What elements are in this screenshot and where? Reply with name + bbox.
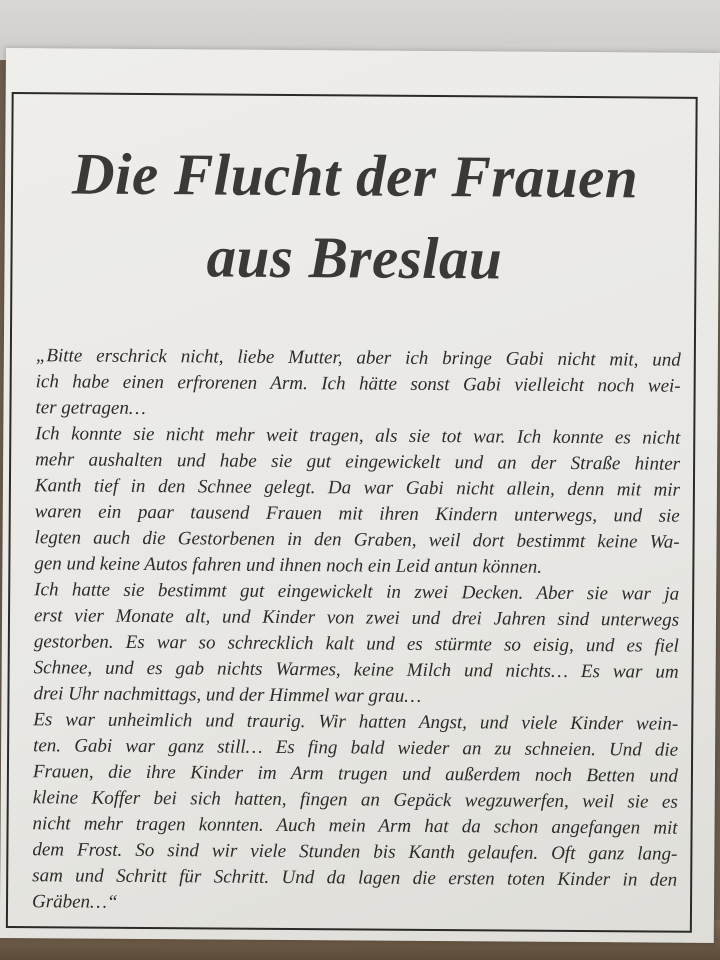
- body-line: „Bitte erschrick nicht, liebe Mutter, aber ich bringe Gabi nicht mit, und: [35, 345, 681, 371]
- headline-line-1: Die Flucht der Frauen: [71, 140, 639, 211]
- body-line: Es war unheimlich und traurig. Wir hatten Angst, und viele Kinder wein-: [33, 709, 679, 735]
- body-line: gen und keine Autos fahren und ihnen noch ein Leid antun können.: [34, 553, 543, 578]
- body-line: mehr aushalten und habe sie gut eingewickelt und an der Straße hinter: [35, 449, 681, 475]
- newspaper-clipping: [0, 48, 720, 943]
- body-line: erst vier Monate alt, und Kinder von zwei und drei Jahren sind unterwegs: [33, 605, 680, 631]
- body-line: sam und Schritt für Schritt. Und da lagen die ersten toten Kinder in den: [32, 865, 678, 891]
- body-line: Ich konnte sie nicht mehr weit tragen, als sie tot war. Ich konnte es nicht: [35, 423, 681, 449]
- body-line: kleine Koffer bei sich hatten, fingen an Gepäck wegzuwerfen, weil sie es: [32, 787, 678, 813]
- body-line: Ich hatte sie bestimmt gut eingewickelt in zwei Decken. Aber sie war ja: [34, 579, 680, 605]
- article-body: [32, 343, 681, 919]
- body-line: ter getragen…: [35, 397, 146, 419]
- body-line: waren ein paar tausend Frauen mit ihren Kindern unterwegs, und sie: [34, 501, 680, 527]
- body-line: Schnee, und es gab nichts Warmes, keine Milch und nichts… Es war um: [33, 657, 679, 683]
- headline-line-2: aus Breslau: [206, 223, 503, 292]
- body-line: ich habe einen erfrorenen Arm. Ich hätte sonst Gabi vielleicht noch wei-: [35, 371, 681, 397]
- body-line: Gräben…“: [31, 891, 118, 913]
- body-line: ten. Gabi war ganz still… Es fing bald wieder an zu schneien. Und die: [33, 735, 679, 761]
- article-headline: [4, 132, 705, 301]
- body-line: drei Uhr nachmittags, und der Himmel war grau…: [33, 683, 422, 707]
- body-line: Frauen, die ihre Kinder im Arm trugen und außerdem noch Betten und: [32, 761, 679, 787]
- body-line: nicht mehr tragen konnten. Auch mein Arm hat da schon angefangen mit: [32, 813, 678, 839]
- body-line: dem Frost. So sind wir viele Stunden bis Kanth gelaufen. Oft ganz lang-: [32, 839, 678, 865]
- body-line: legten auch die Gestorbenen in den Graben, weil dort bestimmt keine Wa-: [34, 527, 680, 553]
- body-line: Kanth tief in den Schnee gelegt. Da war Gabi nicht allein, denn mit mir: [34, 475, 681, 501]
- body-line: gestorben. Es war so schrecklich kalt und es stürmte so eisig, und es fiel: [33, 631, 679, 657]
